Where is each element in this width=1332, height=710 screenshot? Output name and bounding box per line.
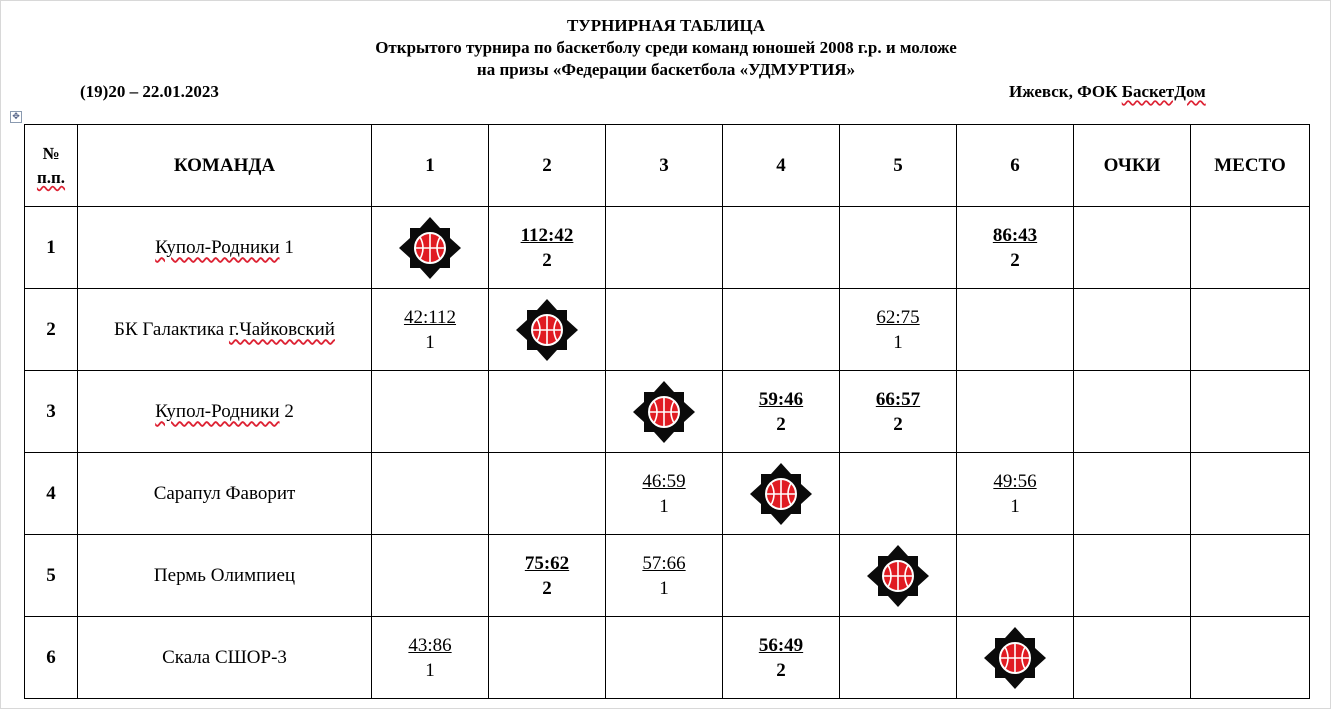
place-cell [1191,453,1310,535]
team-name: Пермь Олимпиец [78,535,372,617]
match-points: 2 [893,413,903,435]
venue-city: Ижевск, ФОК [1009,82,1122,101]
empty-cell [840,453,957,535]
match-score [642,469,685,519]
empty-cell [606,617,723,699]
score-text: 56:49 [758,634,804,656]
match-score [759,633,803,683]
score-text: 75:62 [524,552,570,574]
venue-hall: БаскетДом [1121,82,1206,101]
match-result-cell [489,535,606,617]
empty-cell [723,535,840,617]
empty-cell [840,617,957,699]
row-number: 3 [25,371,78,453]
row-number: 2 [25,289,78,371]
empty-cell [723,207,840,289]
place-cell [1191,617,1310,699]
match-score [759,387,803,437]
team-row [25,617,1310,699]
match-points: 1 [659,577,669,599]
table-header-row [25,125,1310,207]
match-result-cell [957,453,1074,535]
match-result-cell [489,207,606,289]
empty-cell [957,289,1074,371]
match-result-cell [606,453,723,535]
total-points-cell [1074,535,1191,617]
match-result-cell [372,617,489,699]
score-text: 46:59 [642,470,686,492]
score-text: 112:42 [520,224,574,246]
match-result-cell [957,207,1074,289]
column-header-points: ОЧКИ [1074,125,1191,207]
team-row [25,207,1310,289]
column-header-2: 2 [489,125,606,207]
basketball-star-emblem-icon [982,625,1048,691]
basketball-star-emblem-icon [631,379,697,445]
match-result-cell [723,371,840,453]
score-text: 86:43 [992,224,1038,246]
match-score [993,223,1037,273]
diagonal-cell [489,289,606,371]
basketball-star-emblem-icon [397,215,463,281]
number-sign: № [42,143,60,163]
team-row [25,453,1310,535]
score-text: 49:56 [993,470,1037,492]
team-name: Скала СШОР-3 [78,617,372,699]
total-points-cell [1074,207,1191,289]
score-text: 42:112 [403,306,457,328]
total-points-cell [1074,371,1191,453]
empty-cell [840,207,957,289]
empty-cell [489,617,606,699]
match-result-cell [606,535,723,617]
number-abbr: п.п. [36,167,66,187]
match-score [525,551,569,601]
match-points: 2 [776,659,786,681]
empty-cell [957,535,1074,617]
row-number: 6 [25,617,78,699]
empty-cell [957,371,1074,453]
column-header-3: 3 [606,125,723,207]
team-row [25,535,1310,617]
match-result-cell [372,289,489,371]
empty-cell [489,371,606,453]
tournament-venue [1009,82,1206,102]
empty-cell [372,371,489,453]
team-row [25,371,1310,453]
match-score [642,551,685,601]
place-cell [1191,207,1310,289]
match-result-cell [840,371,957,453]
diagonal-cell [723,453,840,535]
total-points-cell [1074,453,1191,535]
empty-cell [489,453,606,535]
tournament-subtitle: Открытого турнира по баскетболу среди команд юношей 2008 г.р. и моложе [375,38,957,57]
column-header-team: КОМАНДА [78,125,372,207]
standings-table [24,124,1310,699]
team-name: Сарапул Фаворит [78,453,372,535]
empty-cell [723,289,840,371]
team-name: Купол-Родники 1 [78,207,372,289]
row-number: 5 [25,535,78,617]
basketball-star-emblem-icon [514,297,580,363]
column-header-6: 6 [957,125,1074,207]
place-cell [1191,289,1310,371]
tournament-dates: (19)20 – 22.01.2023 [80,82,219,101]
empty-cell [606,289,723,371]
diagonal-cell [606,371,723,453]
column-header-place: МЕСТО [1191,125,1310,207]
score-text: 59:46 [758,388,804,410]
column-header-4: 4 [723,125,840,207]
match-points: 2 [542,249,552,271]
match-points: 2 [542,577,552,599]
empty-cell [372,453,489,535]
match-score [404,305,456,355]
place-cell [1191,371,1310,453]
match-score [993,469,1036,519]
diagonal-cell [957,617,1074,699]
row-number: 4 [25,453,78,535]
diagonal-cell [372,207,489,289]
match-result-cell [723,617,840,699]
match-points: 2 [776,413,786,435]
place-cell [1191,535,1310,617]
score-text: 57:66 [642,552,686,574]
score-text: 62:75 [876,306,920,328]
score-text: 66:57 [875,388,921,410]
match-score [408,633,451,683]
match-points: 1 [1010,495,1020,517]
match-points: 1 [425,659,435,681]
match-score [876,387,920,437]
basketball-star-emblem-icon [748,461,814,527]
total-points-cell [1074,289,1191,371]
table-move-handle-icon[interactable]: ✥ [10,111,22,123]
team-name: Купол-Родники 2 [78,371,372,453]
match-result-cell [840,289,957,371]
tournament-prizes: на призы «Федерации баскетбола «УДМУРТИЯ» [476,60,856,79]
match-score [876,305,919,355]
match-points: 2 [1010,249,1020,271]
team-row [25,289,1310,371]
match-score [521,223,574,273]
diagonal-cell [840,535,957,617]
match-points: 1 [425,331,435,353]
column-header-number [25,125,78,207]
team-name: БК Галактика г.Чайковский [78,289,372,371]
empty-cell [372,535,489,617]
total-points-cell [1074,617,1191,699]
score-text: 43:86 [408,634,452,656]
column-header-5: 5 [840,125,957,207]
basketball-star-emblem-icon [865,543,931,609]
page-title: ТУРНИРНАЯ ТАБЛИЦА [566,16,766,35]
match-points: 1 [893,331,903,353]
match-points: 1 [659,495,669,517]
column-header-1: 1 [372,125,489,207]
row-number: 1 [25,207,78,289]
empty-cell [606,207,723,289]
